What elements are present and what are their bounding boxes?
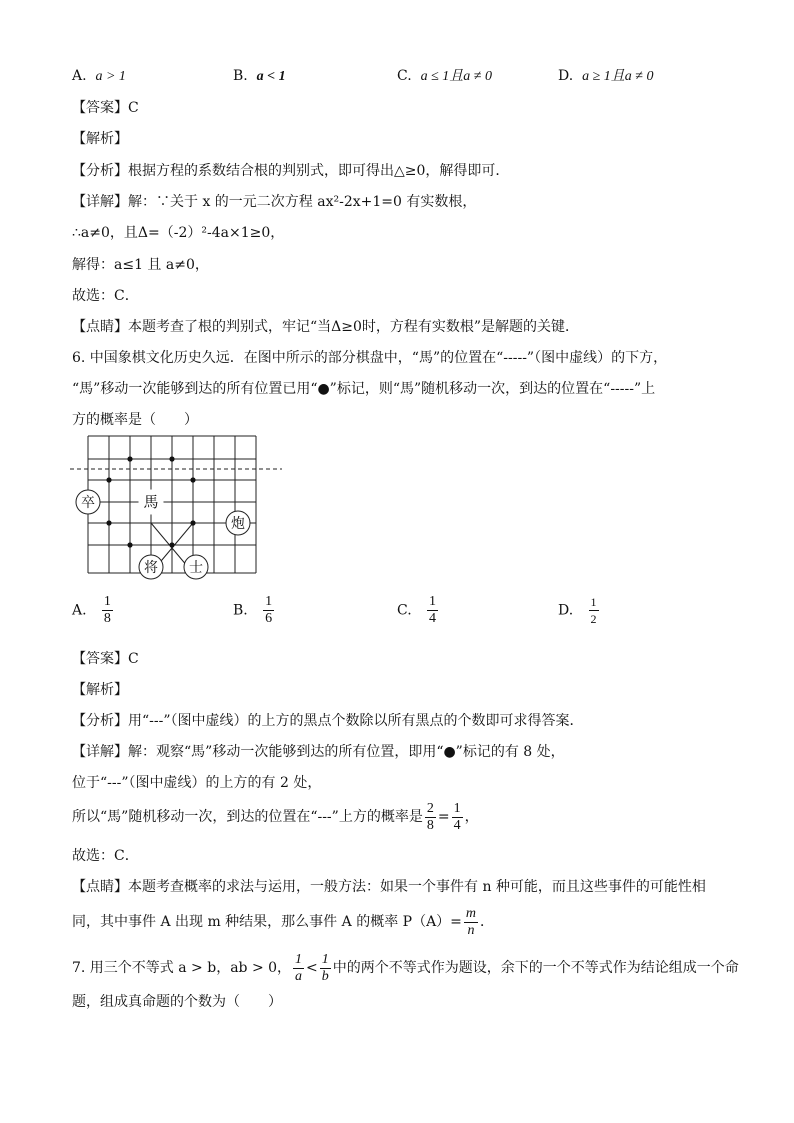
q5-analysis-tag: 【解析】 <box>72 131 128 147</box>
q6-xiangjie-2: 位于“---”（图中虚线）的上方的有 2 处， <box>72 775 322 791</box>
dot <box>106 520 111 525</box>
dot <box>169 542 174 547</box>
dot <box>127 542 132 547</box>
q5-option-b: B. a < 1 <box>233 68 286 84</box>
q5-xiangjie-3: 解得：a≤1 且 a≠0， <box>72 257 209 273</box>
piece-pao-label: 炮 <box>231 516 245 532</box>
q7-stem-1: 7. 用三个不等式 a > b，ab > 0， $\frac{1}{a}$ < $\frac{1}{b}$ 中的两个不等式作为题设，余下的一个不等式作为结论组成一个命 <box>72 951 739 984</box>
q6-xiangjie-4: 故选：C． <box>72 848 139 864</box>
q5-option-a: A. a > 1 <box>72 68 126 84</box>
q5-xiangjie-4: 故选：C． <box>72 288 139 304</box>
dot <box>106 477 111 482</box>
q6-analysis-tag: 【解析】 <box>72 682 128 698</box>
q5-xiangjie-2: ∴a≠0，且Δ=（-2）²-4a×1≥0， <box>72 225 285 241</box>
piece-ma <box>139 490 163 514</box>
q5-fenxi: 【分析】根据方程的系数结合根的判别式，即可得出△≥0，解得即可． <box>72 163 510 179</box>
chessboard-figure <box>68 432 284 582</box>
q6-option-c: C. $\frac{1}{4}$ <box>397 594 437 626</box>
piece-jiang-label: 将 <box>144 560 158 576</box>
q6-stem-3: 方的概率是（ ） <box>72 412 198 428</box>
piece-jiang <box>139 555 163 579</box>
dot <box>190 477 195 482</box>
q7-stem-2: 题，组成真命题的个数为（ ） <box>72 994 282 1010</box>
q6-answer: 【答案】C <box>72 651 139 667</box>
piece-pao <box>226 511 250 535</box>
q6-fenxi: 【分析】用“---”（图中虚线）的上方的黑点个数除以所有黑点的个数即可求得答案． <box>72 713 584 729</box>
q5-xiangjie-1: 【详解】解：∵关于 x 的一元二次方程 ax²-2x+1=0 有实数根， <box>72 194 477 210</box>
q6-stem-2: “馬”移动一次能够到达的所有位置已用“●”标记，则“馬”随机移动一次，到达的位置在“-----”上 <box>72 381 656 397</box>
q6-dianjing-2: 同，其中事件 A 出现 m 种结果，那么事件 A 的概率 P（A）= $\frac{m}{n}$ ． <box>72 905 495 938</box>
piece-shi-label: 士 <box>189 560 203 576</box>
q6-stem-1: 6. 中国象棋文化历史久远．在图中所示的部分棋盘中，“馬”的位置在“-----”（图中虚线）的下方， <box>72 350 668 366</box>
q5-dianjing: 【点睛】本题考查了根的判别式，牢记“当Δ≥0时，方程有实数根”是解题的关键． <box>72 319 580 335</box>
piece-shi <box>184 555 208 579</box>
q6-option-b: B. $\frac{1}{6}$ <box>233 594 273 626</box>
piece-ma-label: 馬 <box>143 493 159 511</box>
dot <box>169 456 174 461</box>
q5-option-c: C. a ≤ 1且a ≠ 0 <box>397 68 492 84</box>
piece-zu-label: 卒 <box>81 495 95 511</box>
q5-answer: 【答案】C <box>72 100 139 116</box>
q6-option-d: D. $\frac{1}{2}$ <box>558 595 597 626</box>
dot <box>127 456 132 461</box>
dot <box>190 520 195 525</box>
q5-option-d: D. a ≥ 1且a ≠ 0 <box>558 68 654 84</box>
q6-xiangjie-3: 所以“馬”随机移动一次，到达的位置在“---”上方的概率是 $\frac{2}{8}$ = $\frac{1}{4}$ ， <box>72 800 479 833</box>
q6-dianjing-1: 【点睛】本题考查概率的求法与运用，一般方法：如果一个事件有 n 种可能，而且这些事件的可能性相 <box>72 879 706 895</box>
q6-option-a: A. $\frac{1}{8}$ <box>72 594 111 626</box>
q6-xiangjie-1: 【详解】解：观察“馬”移动一次能够到达的所有位置，即用“●”标记的有 8 处， <box>72 744 565 760</box>
piece-zu <box>76 490 100 514</box>
